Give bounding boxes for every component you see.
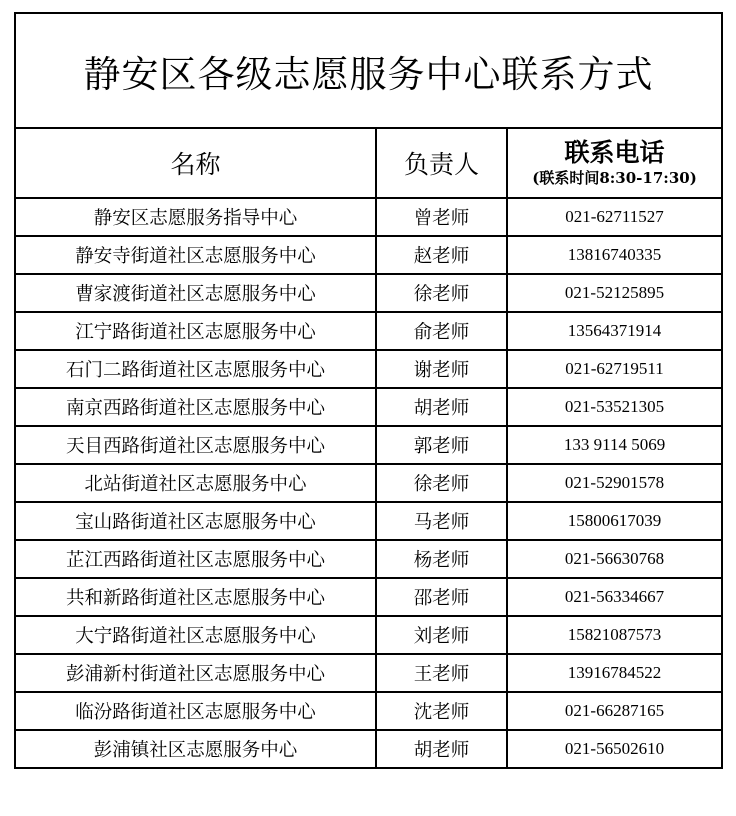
phone-number-cell: 021-52901578 [507,464,722,502]
header-row [15,128,722,198]
contact-person-cell: 胡老师 [376,388,507,426]
phone-number-cell: 13916784522 [507,654,722,692]
table-row [15,578,722,616]
table-row [15,312,722,350]
table-row [15,426,722,464]
contact-person-cell: 邵老师 [376,578,507,616]
center-name-cell: 北站街道社区志愿服务中心 [15,464,376,502]
phone-number-cell: 15821087573 [507,616,722,654]
center-name-cell: 天目西路街道社区志愿服务中心 [15,426,376,464]
phone-number-cell: 021-56502610 [507,730,722,768]
contact-person-cell: 俞老师 [376,312,507,350]
contact-person-cell: 王老师 [376,654,507,692]
center-name-cell: 静安区志愿服务指导中心 [15,198,376,236]
table-row [15,464,722,502]
header-phone [507,128,722,198]
center-name-cell: 芷江西路街道社区志愿服务中心 [15,540,376,578]
table-row [15,540,722,578]
page-title: 静安区各级志愿服务中心联系方式 [15,13,722,128]
header-person: 负责人 [376,128,507,198]
phone-number-cell: 021-62719511 [507,350,722,388]
table-row [15,274,722,312]
contact-person-cell: 徐老师 [376,464,507,502]
phone-number-cell: 021-56334667 [507,578,722,616]
phone-number-cell: 021-53521305 [507,388,722,426]
contact-person-cell: 郭老师 [376,426,507,464]
table-row [15,730,722,768]
table-body [15,198,722,768]
center-name-cell: 临汾路街道社区志愿服务中心 [15,692,376,730]
contact-person-cell: 胡老师 [376,730,507,768]
center-name-cell: 宝山路街道社区志愿服务中心 [15,502,376,540]
contact-person-cell: 沈老师 [376,692,507,730]
header-phone-label: 联系电话 [564,138,665,167]
table-row [15,654,722,692]
center-name-cell: 共和新路街道社区志愿服务中心 [15,578,376,616]
table-row [15,388,722,426]
contact-person-cell: 马老师 [376,502,507,540]
header-name: 名称 [15,128,376,198]
table-row [15,350,722,388]
contact-person-cell: 曾老师 [376,198,507,236]
phone-number-cell: 021-56630768 [507,540,722,578]
table-row [15,502,722,540]
table-row [15,692,722,730]
phone-number-cell: 021-66287165 [507,692,722,730]
title-row [15,13,722,128]
center-name-cell: 曹家渡街道社区志愿服务中心 [15,274,376,312]
phone-number-cell: 15800617039 [507,502,722,540]
contact-person-cell: 刘老师 [376,616,507,654]
table-row [15,236,722,274]
phone-number-cell: 13564371914 [507,312,722,350]
table-row [15,198,722,236]
center-name-cell: 静安寺街道社区志愿服务中心 [15,236,376,274]
center-name-cell: 彭浦新村街道社区志愿服务中心 [15,654,376,692]
phone-number-cell: 021-62711527 [507,198,722,236]
table-row [15,616,722,654]
center-name-cell: 江宁路街道社区志愿服务中心 [15,312,376,350]
contact-person-cell: 谢老师 [376,350,507,388]
center-name-cell: 大宁路街道社区志愿服务中心 [15,616,376,654]
contact-table [14,12,723,769]
center-name-cell: 彭浦镇社区志愿服务中心 [15,730,376,768]
center-name-cell: 石门二路街道社区志愿服务中心 [15,350,376,388]
contact-person-cell: 赵老师 [376,236,507,274]
phone-number-cell: 133 9114 5069 [507,426,722,464]
contact-person-cell: 徐老师 [376,274,507,312]
phone-number-cell: 13816740335 [507,236,722,274]
header-phone-hours: (联系时间8:30-17:30) [532,168,697,187]
center-name-cell: 南京西路街道社区志愿服务中心 [15,388,376,426]
contact-person-cell: 杨老师 [376,540,507,578]
phone-number-cell: 021-52125895 [507,274,722,312]
